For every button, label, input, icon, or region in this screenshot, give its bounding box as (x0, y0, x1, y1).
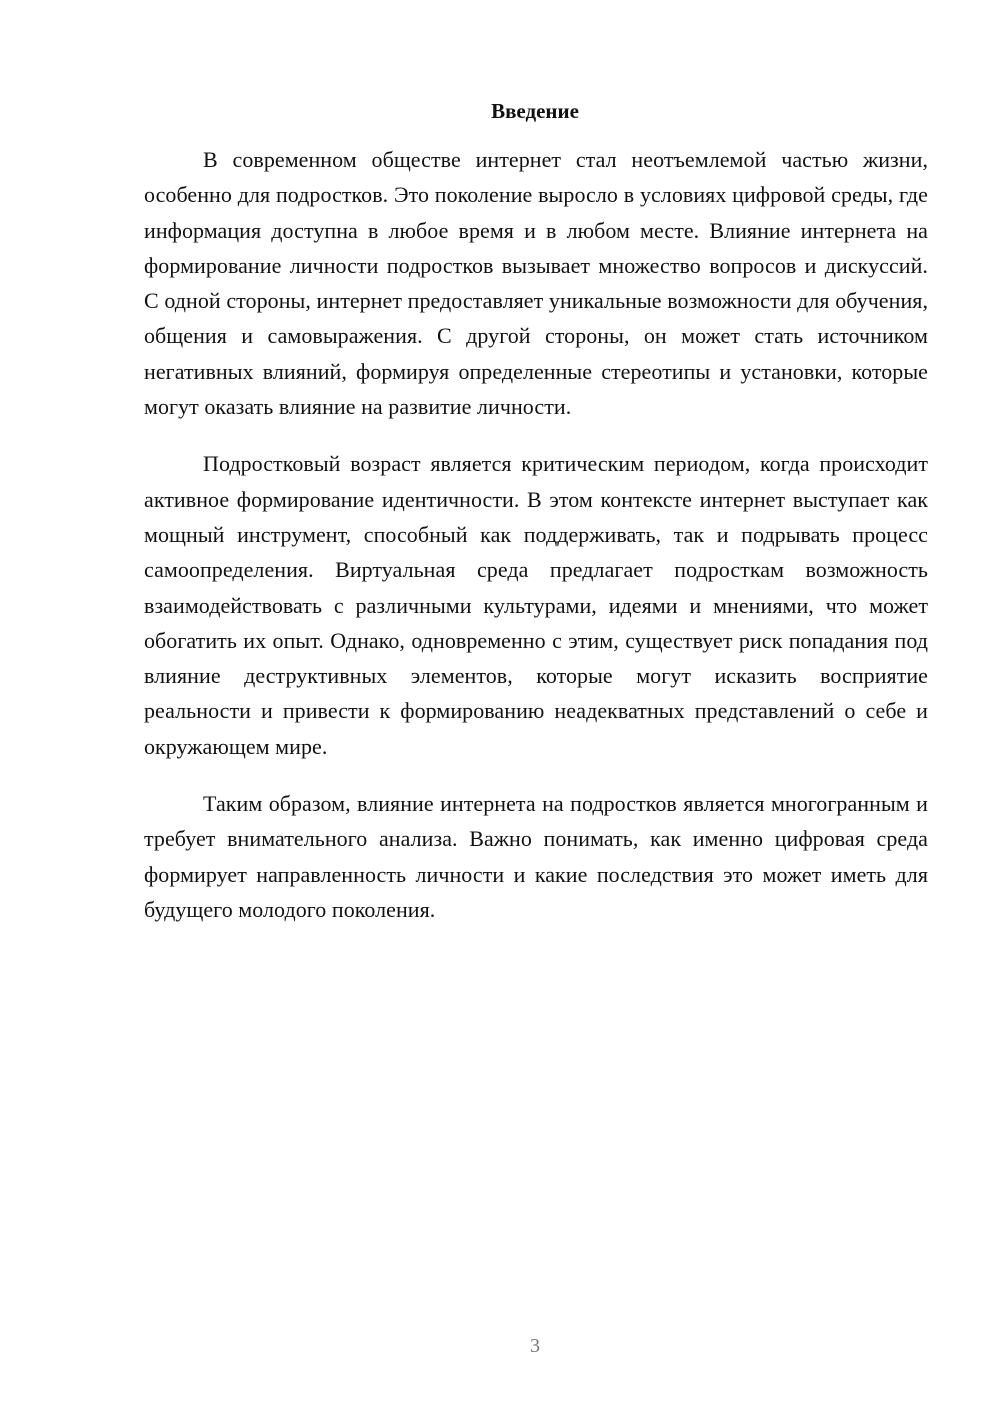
paragraph-2: Подростковый возраст является критическим периодом, когда происходит активное формирование идентичности. В этом контексте интернет выступает как мощный инструмент, способный как поддерживать, так и подрывать процесс самоопределения. Виртуальная среда предлагает подросткам возможность взаимодействовать с различными культурами, идеями и мнениями, что может обогатить их опыт. Однако, одновременно с этим, существует риск попадания под влияние деструктивных элементов, которые могут исказить восприятие реальности и привести к формированию неадекватных представлений о себе и окружающем мире. (144, 451, 928, 759)
paragraph-1: В современном обществе интернет стал неотъемлемой частью жизни, особенно для подростков. Это поколение выросло в условиях цифровой среды, где информация доступна в любое время и в любом месте. Влияние интернета на формирование личности подростков вызывает множество вопросов и дискуссий. С одной стороны, интернет предоставляет уникальные возможности для обучения, общения и самовыражения. С другой стороны, он может стать источником негативных влияний, формируя определенные стереотипы и установки, которые могут оказать влияние на развитие личности. (144, 147, 928, 420)
body-text (144, 142, 928, 949)
page-number: 3 (530, 1335, 540, 1357)
section-title: Введение (491, 99, 579, 123)
paragraph-3: Таким образом, влияние интернета на подростков является многогранным и требует внимательного анализа. Важно понимать, как именно цифровая среда формирует направленность личности и какие последствия это может иметь для будущего молодого поколения. (144, 791, 928, 922)
